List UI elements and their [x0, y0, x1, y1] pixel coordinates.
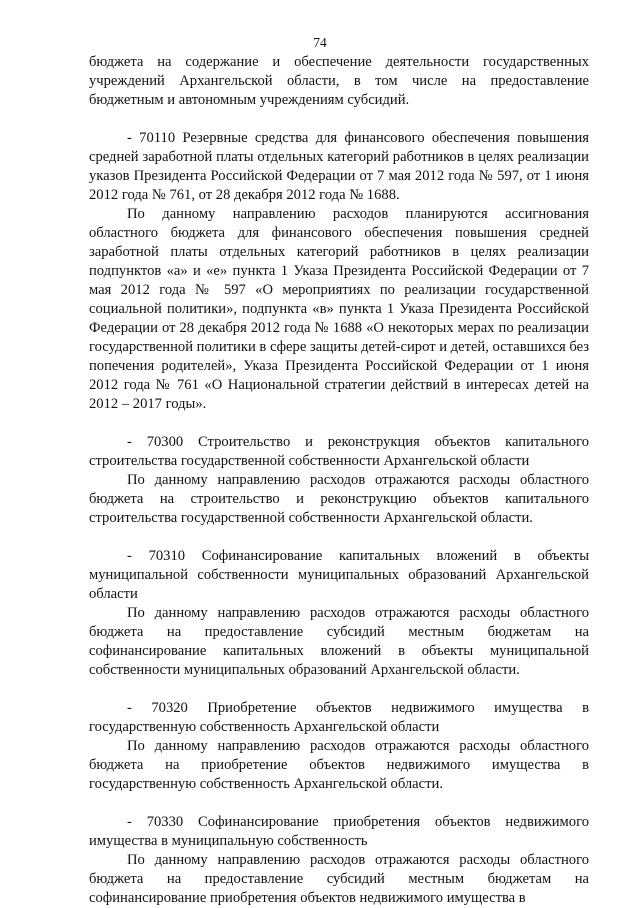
- paragraph-70310-description: По данному направлению расходов отражаются расходы областного бюджета на предоставление субсидий местным бюджетам на софинансирование капитальных вложений в объекты муниципальной собственности муниципальных образований Архангельской области.: [89, 605, 589, 678]
- section-heading-70310: - 70310 Софинансирование капитальных вложений в объекты муниципальной собственности муниципальных образований Архангельской области: [89, 548, 589, 602]
- section-heading-70300: - 70300 Строительство и реконструкция объектов капитального строительства государственной собственности Архангельской области: [89, 434, 589, 469]
- paragraph-70300-description: По данному направлению расходов отражаются расходы областного бюджета на строительство и реконструкцию объектов капитального строительства государственной собственности Архангельской области.: [89, 472, 589, 526]
- spacer: [89, 680, 589, 699]
- page-number: 74: [313, 35, 327, 50]
- paragraph-70330-description: По данному направлению расходов отражаются расходы областного бюджета на предоставление субсидий местным бюджетам на софинансирование приобретения объектов недвижимого имущества в: [89, 852, 589, 906]
- document-body: [89, 53, 589, 908]
- paragraph-budget-continuation: бюджета на содержание и обеспечение деятельности государственных учреждений Архангельской области, в том числе на предоставление бюджетным и автономным учреждениям субсидий.: [89, 54, 589, 108]
- section-heading-70330: - 70330 Софинансирование приобретения объектов недвижимого имущества в муниципальную собственность: [89, 814, 589, 849]
- spacer: [89, 110, 589, 129]
- paragraph-70110-description: По данному направлению расходов планируются ассигнования областного бюджета для финансового обеспечения повышения средней заработной платы отдельных категорий работников в целях реализации подпунктов «а» и «е» пункта 1 Указа Президента Российской Федерации от 7 мая 2012 года № 597 «О мероприятиях по реализации государственной социальной политики», подпункта «в» пункта 1 Указа Президента Российской Федерации от 28 декабря 2012 года № 1688 «О некоторых мерах по реализации государственной политики в сфере защиты детей-сирот и детей, оставшихся без попечения родителей», Указа Президента Российской Федерации от 1 июня 2012 года № 761 «О Национальной стратегии действий в интересах детей на 2012 – 2017 годы».: [89, 206, 590, 412]
- section-heading-70110: - 70110 Резервные средства для финансового обеспечения повышения средней заработной платы отдельных категорий работников в целях реализации указов Президента Российской Федерации от 7 мая 2012 года № 597, от 1 июня 2012 года № 761, от 28 декабря 2012 года № 1688.: [89, 130, 589, 203]
- paragraph-70320-description: По данному направлению расходов отражаются расходы областного бюджета на приобретение объектов недвижимого имущества в государственную собственность Архангельской области.: [89, 738, 589, 792]
- section-heading-70320: - 70320 Приобретение объектов недвижимого имущества в государственную собственность Архангельской области: [89, 700, 589, 735]
- spacer: [89, 794, 589, 813]
- spacer: [89, 414, 589, 433]
- spacer: [89, 528, 589, 547]
